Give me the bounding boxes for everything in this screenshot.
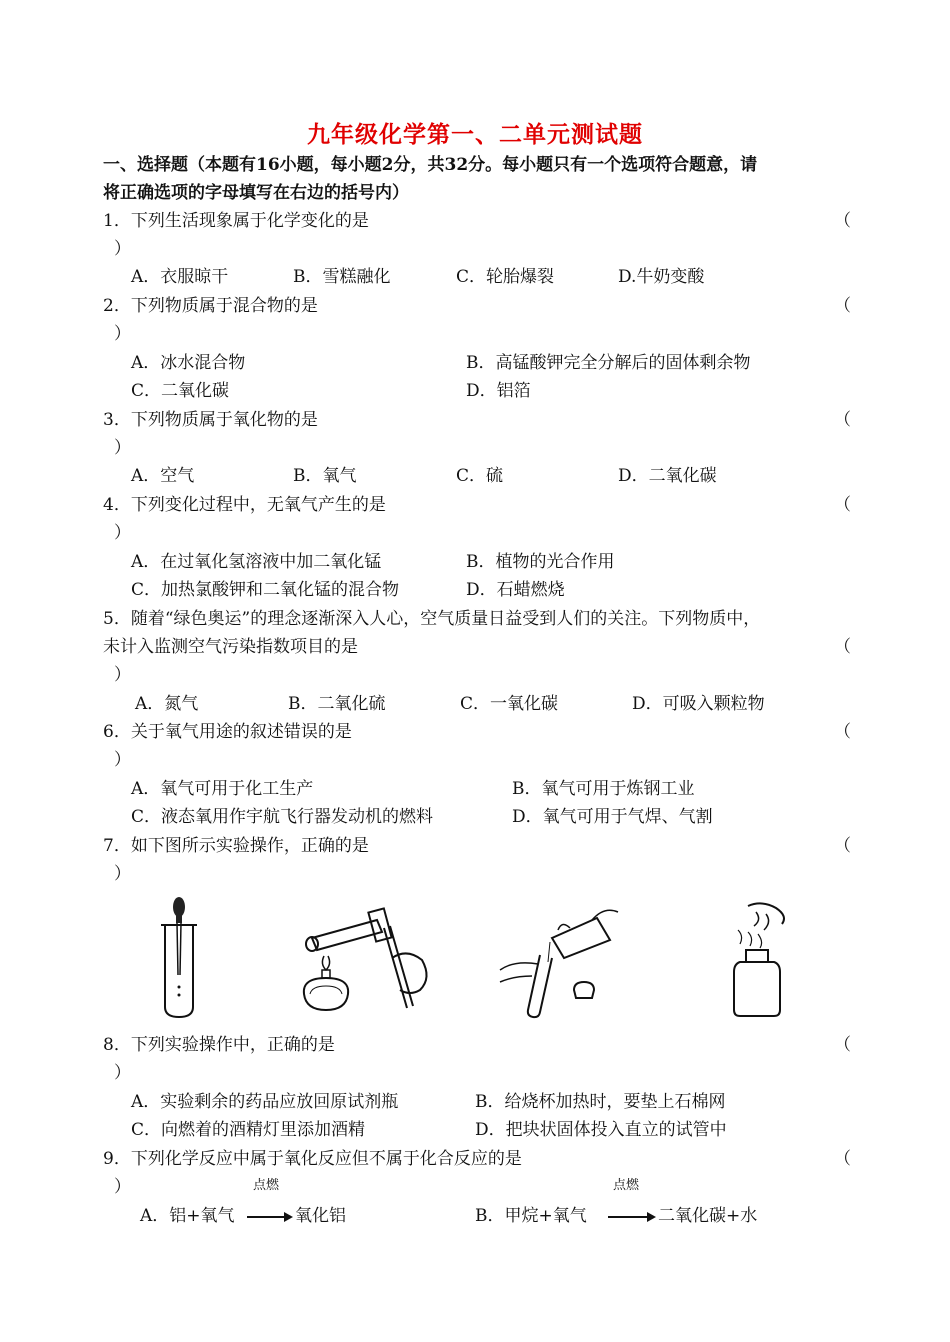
question-3-option-a: A．空气 [131, 466, 195, 486]
question-9-answer-paren-close: ） [114, 1177, 131, 1197]
question-5-option-c: C．一氧化碳 [460, 694, 559, 714]
question-8-stem: 8．下列实验操作中，正确的是 [103, 1035, 335, 1055]
question-6-option-b: B．氧气可用于炼钢工业 [512, 779, 695, 799]
question-1-option-a: A．衣服晾干 [131, 267, 229, 287]
question-3-option-b: B．氧气 [293, 466, 357, 486]
question-4-option-d: D．石蜡燃烧 [466, 580, 565, 600]
question-9-option-b-reactants: B．甲烷+氧气 [475, 1206, 587, 1226]
question-8-option-c: C．向燃着的酒精灯里添加酒精 [131, 1120, 366, 1140]
question-5-option-b: B．二氧化硫 [288, 694, 386, 714]
question-9-arrow-b [608, 1216, 654, 1218]
question-1-option-d: D.牛奶变酸 [618, 267, 705, 287]
question-6-stem: 6．关于氧气用途的叙述错误的是 [103, 722, 352, 742]
question-9-condition-b: 点燃 [613, 1178, 640, 1193]
question-2-stem: 2．下列物质属于混合物的是 [103, 296, 318, 316]
question-7-stem: 7．如下图所示实验操作，正确的是 [103, 836, 369, 856]
question-8-option-b: B．给烧杯加热时，要垫上石棉网 [475, 1092, 726, 1112]
question-5-stem-line1: 5．随着“绿色奥运”的理念逐渐深入人心，空气质量日益受到人们的关注。下列物质中， [103, 609, 761, 629]
question-8-option-a: A．实验剩余的药品应放回原试剂瓶 [131, 1092, 399, 1112]
question-5-answer-paren-close: ） [114, 665, 131, 685]
question-9-answer-paren-open: （ [834, 1149, 851, 1169]
question-6-answer-paren-open: （ [834, 722, 851, 742]
question-3-answer-paren-close: ） [114, 438, 131, 458]
question-8-answer-paren-open: （ [834, 1035, 851, 1055]
question-1-option-b: B．雪糕融化 [293, 267, 391, 287]
question-7-answer-paren-close: ） [114, 864, 131, 884]
figure-pouring-liquid [492, 900, 632, 1020]
question-4-answer-paren-close: ） [114, 523, 131, 543]
figure-heating-test-tube [292, 898, 442, 1023]
question-6-answer-paren-close: ） [114, 750, 131, 770]
section-heading-line1: 一、选择题（本题有16小题，每小题2分，共32分。每小题只有一个选项符合题意，请 [103, 155, 758, 175]
question-5-option-d: D．可吸入颗粒物 [632, 694, 765, 714]
question-4-option-a: A．在过氧化氢溶液中加二氧化锰 [131, 552, 382, 572]
question-3-option-c: C．硫 [456, 466, 504, 486]
question-3-answer-paren-open: （ [834, 410, 851, 430]
question-9-option-b-product: 二氧化碳+水 [658, 1206, 758, 1226]
question-1-answer-paren-open: （ [834, 211, 851, 231]
question-5-option-a: A．氮气 [135, 694, 199, 714]
question-4-option-c: C．加热氯酸钾和二氧化锰的混合物 [131, 580, 400, 600]
question-9-arrow-a [247, 1216, 291, 1218]
question-9-condition-a: 点燃 [253, 1178, 280, 1193]
question-1-answer-paren-close: ） [114, 239, 131, 259]
question-9-option-a-reactants: A．铝+氧气 [140, 1206, 235, 1226]
question-2-option-c: C．二氧化碳 [131, 381, 230, 401]
question-2-answer-paren-close: ） [114, 324, 131, 344]
question-1-option-c: C．轮胎爆裂 [456, 267, 555, 287]
figure-smelling-gas [718, 898, 808, 1018]
question-4-answer-paren-open: （ [834, 495, 851, 515]
question-2-option-b: B．高锰酸钾完全分解后的固体剩余物 [466, 353, 751, 373]
question-2-option-a: A．冰水混合物 [131, 353, 246, 373]
question-6-option-c: C．液态氧用作宇航飞行器发动机的燃料 [131, 807, 434, 827]
question-9-stem: 9．下列化学反应中属于氧化反应但不属于化合反应的是 [103, 1149, 522, 1169]
question-1-stem: 1．下列生活现象属于化学变化的是 [103, 211, 369, 231]
question-6-option-a: A．氧气可用于化工生产 [131, 779, 314, 799]
question-3-option-d: D．二氧化碳 [618, 466, 717, 486]
page-title: 九年级化学第一、二单元测试题 [307, 121, 643, 148]
figure-dropper-in-test-tube [155, 895, 205, 1020]
question-4-stem: 4．下列变化过程中，无氧气产生的是 [103, 495, 386, 515]
section-heading-line2: 将正确选项的字母填写在右边的括号内） [103, 183, 409, 203]
question-3-stem: 3．下列物质属于氧化物的是 [103, 410, 318, 430]
question-5-answer-paren-open: （ [834, 637, 851, 657]
question-9-option-a-product: 氧化铝 [295, 1206, 346, 1226]
question-4-option-b: B．植物的光合作用 [466, 552, 615, 572]
question-8-answer-paren-close: ） [114, 1063, 131, 1083]
question-6-option-d: D．氧气可用于气焊、气割 [512, 807, 713, 827]
question-8-option-d: D．把块状固体投入直立的试管中 [475, 1120, 727, 1140]
question-2-option-d: D．铝箔 [466, 381, 531, 401]
question-5-stem-line2: 未计入监测空气污染指数项目的是 [103, 637, 358, 657]
question-7-answer-paren-open: （ [834, 836, 851, 856]
question-2-answer-paren-open: （ [834, 296, 851, 316]
